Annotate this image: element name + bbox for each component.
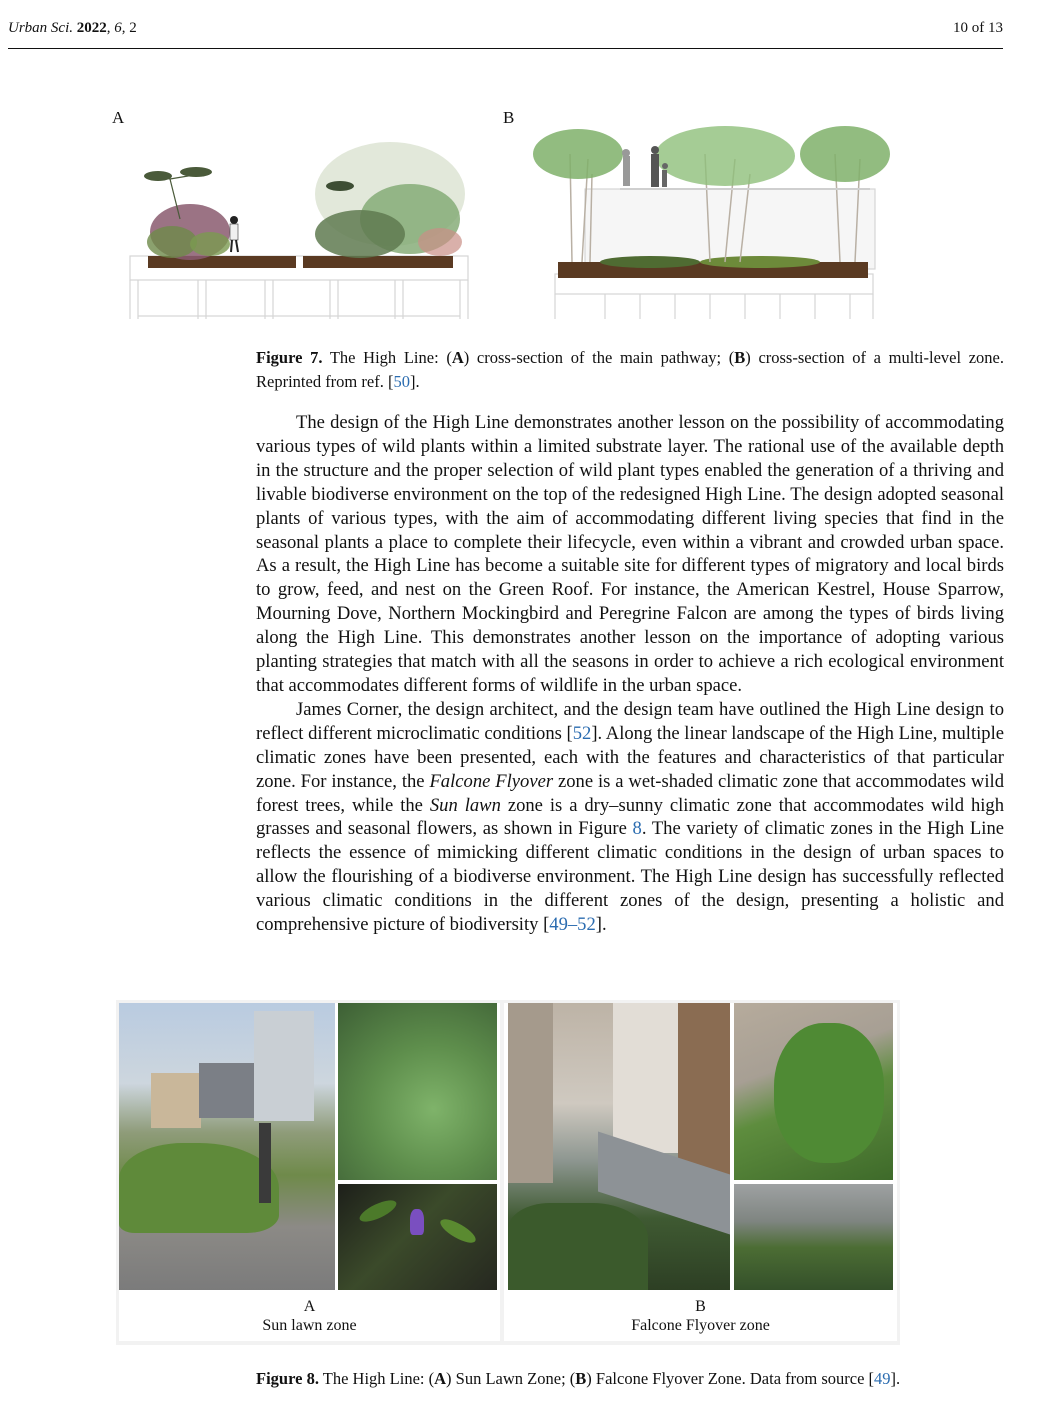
figure-7-caption-label: Figure 7.: [256, 348, 323, 367]
sun-lawn-term: Sun lawn: [429, 794, 501, 816]
running-header: [8, 18, 1003, 49]
caption-text: ].: [409, 372, 420, 391]
figure-8-link[interactable]: 8: [632, 818, 642, 840]
panel-b-zone-name: Falcone Flyover zone: [631, 1317, 770, 1334]
caption-panel-a: A: [451, 348, 464, 367]
figure-7: [110, 104, 910, 324]
panel-a-letter: A: [303, 1298, 316, 1315]
paragraph-text: . The variety of climatic zones in the High Line reflects the essence of mimicking different climatic conditions in the design of urban spaces to allow the flourishing of a biodiverse environment. The High Line design has successfully reflected various climatic conditions in the different zones of the design, presenting a holistic and comprehensive picture of biodiversity [: [256, 818, 1004, 936]
figure-8-caption: [256, 1367, 1004, 1391]
paragraph-text: ]. Along the linear landscape of the High Line, multiple climatic zones have been presented, each with the features and characteristics of that particular zone. For instance, the: [256, 722, 1004, 792]
paragraph-text: ].: [595, 914, 607, 936]
flowering-tree-photo: [734, 1003, 893, 1180]
citation-link-52[interactable]: 52: [572, 722, 592, 744]
caption-text: The High Line: (: [322, 348, 452, 367]
paragraph-text: zone is a wet-shaded climatic zone that accommodates wild forest trees, while the: [256, 770, 1004, 816]
journal-issue: 2: [129, 20, 137, 36]
panel-b-letter: B: [695, 1298, 706, 1315]
journal-name: Urban Sci.: [8, 20, 73, 36]
page-number: 10 of 13: [953, 20, 1003, 36]
caption-text: ) cross-section of a multi-level zone. Reprinted from ref.: [256, 348, 1004, 391]
caption-panel-a: A: [434, 1369, 447, 1388]
paragraph-1: The design of the High Line demonstrates another lesson on the possibility of accommodating various types of wild plants within a limited substrate layer. The rational use of the available depth in the structure and the proper selection of wild plant types enabled the generation of a thriving and livable biodiverse environment on the top of the redesigned High Line. The design adopted seasonal plants of various types, with the aim of accommodating different living species that find in the seasonal plants a place to complete their lifecycle, even within a vibrant and crowded urban space. As a result, the High Line has become a suitable site for different types of migratory and local birds to grow, feed, and nest on the Green Roof. For instance, the American Kestrel, House Sparrow, Mourning Dove, Northern Mockingbird and Peregrine Falcon are among the types of birds living along the High Line. This demonstrates another lesson on the importance of adopting various planting strategies that match with all the seasons in order to achieve a rich ecological environment that accommodates different forms of wildlife in the urban space.: [256, 412, 1004, 696]
paragraph-text: James Corner, the design architect, and the design team have outlined the High Line design to reflect different microclimatic conditions [: [256, 698, 1004, 744]
citation-link-50[interactable]: 50: [393, 372, 410, 391]
panel-a-zone-name: Sun lawn zone: [262, 1317, 357, 1334]
figure-7-panel-a-label: A: [112, 108, 125, 127]
caption-text: ) Falcone Flyover Zone. Data from source [: [586, 1369, 875, 1388]
caption-text: ) Sun Lawn Zone; (: [446, 1369, 576, 1388]
heuchera-foliage-photo: [338, 1003, 497, 1180]
figure-8-caption-label: Figure 8.: [256, 1369, 319, 1388]
cross-section-main-pathway-image: [110, 124, 490, 324]
paragraph-2: [256, 698, 1004, 937]
caption-text: [: [387, 372, 394, 391]
figure-8-panel-a: [119, 1003, 500, 1341]
journal-citation: Urban Sci. 2022, 6, 2: [8, 20, 137, 36]
falcone-flyover-walkway-photo: [508, 1003, 730, 1290]
caption-text: ) cross-section of the main pathway; (: [463, 348, 735, 367]
body-text: [256, 411, 1004, 937]
caption-panel-b: B: [575, 1369, 587, 1388]
paragraph-text: zone is a dry–sunny climatic zone that accommodates wild high grasses and seasonal flowers, as shown in Figure: [256, 794, 1004, 840]
sun-lawn-walkway-photo: [119, 1003, 335, 1290]
journal-volume: 6: [114, 20, 122, 36]
deck-plantings-photo: [734, 1184, 893, 1290]
figure-8: [116, 1000, 900, 1345]
cross-section-multi-level-zone-image: [510, 114, 910, 324]
caption-text: ].: [890, 1369, 901, 1388]
figure-7-panel-b-label: B: [503, 108, 515, 127]
figure-8-panel-b: [504, 1003, 897, 1341]
caption-panel-b: B: [734, 348, 746, 367]
figure-7-caption: [256, 346, 1004, 394]
falcone-flyover-term: Falcone Flyover: [429, 770, 554, 792]
clematis-flower-photo: [338, 1184, 497, 1290]
journal-year: 2022: [76, 20, 107, 36]
citation-link-49-52[interactable]: 49–52: [549, 914, 596, 936]
citation-link-49[interactable]: 49: [874, 1369, 891, 1388]
caption-text: The High Line: (: [318, 1369, 435, 1388]
